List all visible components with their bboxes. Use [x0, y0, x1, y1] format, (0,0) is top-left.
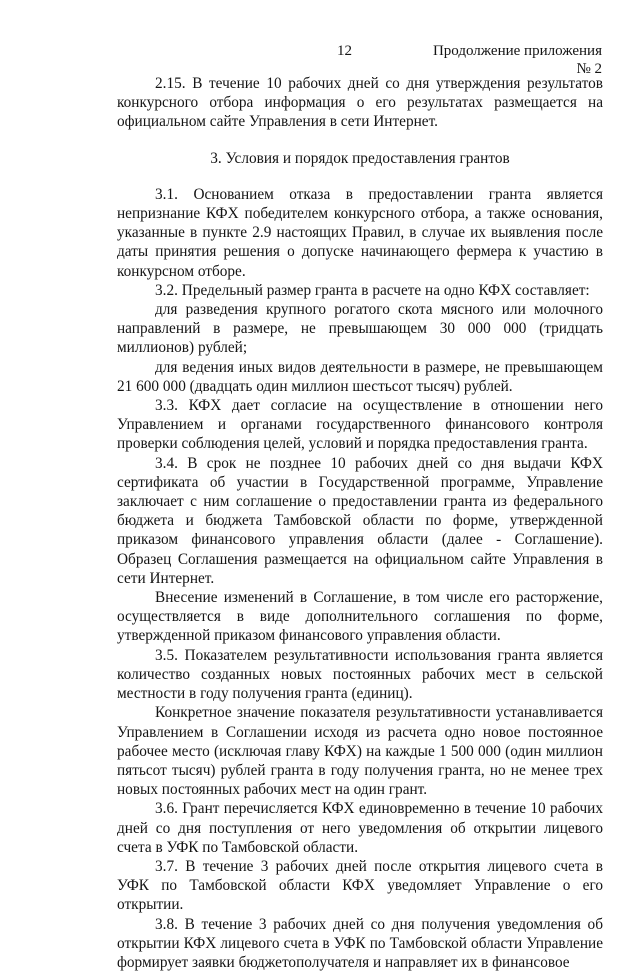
paragraph-3-5: 3.5. Показателем результативности использования гранта является количество созданных новых постоянных рабочих мест в сельской местности в году получения гранта (единиц). — [117, 646, 603, 703]
paragraph-3-5-b: Конкретное значение показателя результативности устанавливается Управлением в Соглашении исходя из расчета одно новое постоянное рабочее место (исключая главу КФХ) на каждые 1 500 000 (один миллион пятьсот тысяч) рублей гранта в году получения гранта, но не менее трех новых постоянных рабочих мест на один грант. — [117, 704, 603, 799]
paragraph-3-3: 3.3. КФХ дает согласие на осуществление в отношении него Управлением и органами государственного финансового контроля проверки соблюдения целей, условий и порядка предоставления гранта. — [117, 397, 603, 453]
appendix-note: Продолжение приложения № 2 — [432, 43, 602, 77]
paragraph-2-15: 2.15. В течение 10 рабочих дней со дня утверждения результатов конкурсного отбора информация о его результатах размещается на официальном сайте Управления в сети Интернет. — [117, 75, 603, 131]
paragraph-3-7: 3.7. В течение 3 рабочих дней после открытия лицевого счета в УФК по Тамбовской области КФХ уведомляет Управление о его открытии. — [117, 857, 603, 914]
paragraph-3-2-b: для ведения иных видов деятельности в размере, не превышающем 21 600 000 (двадцать один миллион шестьсот тысяч) рублей. — [117, 358, 603, 395]
paragraph-3-4-b: Внесение изменений в Соглашение, в том числе его расторжение, осуществляется в виде дополнительного соглашения по форме, утвержденной приказом финансового управления области. — [117, 589, 603, 645]
paragraph-3-2-a: для разведения крупного рогатого скота мясного или молочного направлений в размере, не превышающем 30 000 000 (тридцать миллионов) рублей; — [117, 301, 603, 357]
paragraph-3-2: 3.2. Предельный размер гранта в расчете на одно КФХ составляет: — [155, 281, 590, 299]
paragraph-3-1: 3.1. Основанием отказа в предоставлении гранта является непризнание КФХ победителем конкурсного отбора, а также основания, указанные в пункте 2.9 настоящих Правил, в случае их выявления после даты принятия решения о допуске начинающего фермера к участию в конкурсном отборе. — [117, 185, 603, 280]
paragraph-3-4: 3.4. В срок не позднее 10 рабочих дней со дня выдачи КФХ сертификата об участии в Государственной программе, Управление заключает с ним соглашение о предоставлении гранта из федерального бюджета и бюджета Тамбовской области по форме, утвержденной приказом финансового управления области (далее - Соглашение). Образец Соглашения размещается на официальном сайте Управления в сети Интернет. — [117, 454, 603, 587]
document-body — [117, 74, 603, 972]
page-number: 12 — [337, 43, 352, 59]
section-3-title: 3. Условия и порядок предоставления грантов — [210, 149, 510, 167]
paragraph-3-8: 3.8. В течение 3 рабочих дней со дня получения уведомления об открытии КФХ лицевого счета в УФК по Тамбовской области Управление формирует заявки бюджетополучателя и направляет их в финансовое — [117, 915, 603, 971]
paragraph-3-6: 3.6. Грант перечисляется КФХ единовременно в течение 10 рабочих дней со дня поступления от него уведомления об открытии лицевого счета в УФК по Тамбовской области. — [117, 800, 603, 856]
